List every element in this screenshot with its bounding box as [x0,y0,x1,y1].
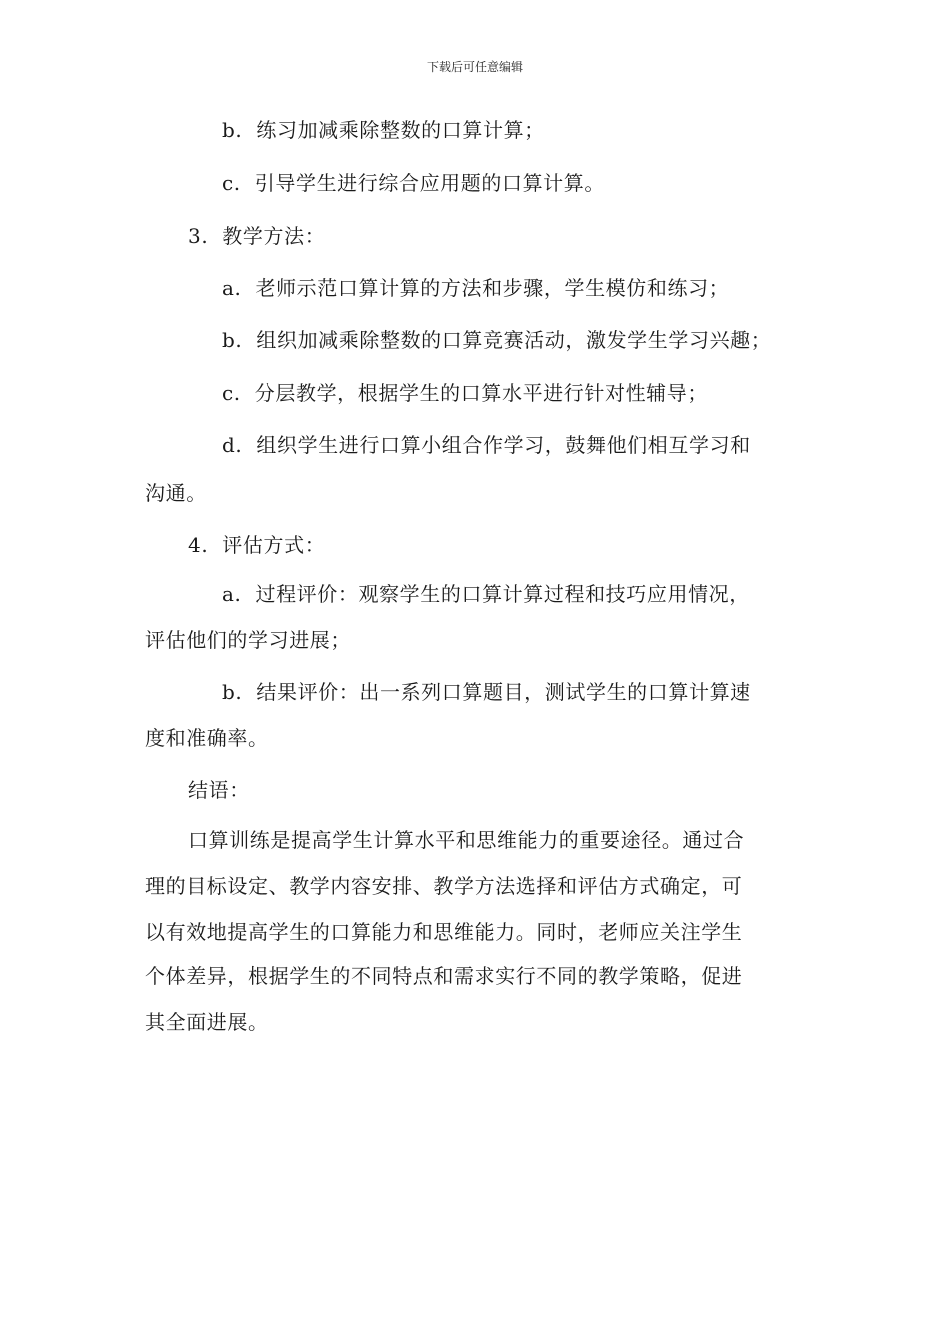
list-marker: c. [222,171,241,195]
list-item-a [222,580,750,608]
list-marker: a. [222,582,242,606]
list-marker: b. [222,680,243,704]
list-item-text: 结果评价：出一系列口算题目，测试学生的口算计算速 [256,680,751,704]
list-marker: d. [222,433,243,457]
paragraph-line [145,872,742,900]
paragraph-line [188,826,744,854]
continuation-text: 沟通。 [145,481,207,505]
list-item-continuation [145,626,351,654]
paragraph-line [145,962,742,990]
page-header: 下载后可任意编辑 [426,60,523,74]
list-item-text: 组织加减乘除整数的口算竞赛活动，激发学生学习兴趣； [256,328,772,352]
paragraph-text: 个体差异，根据学生的不同特点和需求实行不同的教学策略，促进 [145,964,743,988]
list-item-a [222,274,729,302]
section-number: 3. [188,224,209,248]
list-item-c [222,379,708,407]
paragraph-text: 其全面进展。 [145,1010,269,1034]
section-number: 4. [188,533,209,557]
list-item-b [222,116,545,144]
list-marker: c. [222,381,241,405]
continuation-text: 评估他们的学习进展； [145,628,351,652]
list-marker: b. [222,328,243,352]
list-item-text: 分层教学，根据学生的口算水平进行针对性辅导； [254,381,708,405]
list-item-text: 引导学生进行综合应用题的口算计算。 [254,171,605,195]
list-marker: b. [222,118,243,142]
paragraph-text: 口算训练是提高学生计算水平和思维能力的重要途径。通过合 [188,828,745,852]
paragraph-text: 理的目标设定、教学内容安排、教学方法选择和评估方式确定，可 [145,874,743,898]
list-item-b [222,678,751,706]
conclusion-heading [188,776,250,804]
section-heading-3 [188,222,325,250]
list-item-text: 老师示范口算计算的方法和步骤，学生模仿和练习； [255,276,730,300]
paragraph-text: 以有效地提高学生的口算能力和思维能力。同时，老师应关注学生 [145,920,743,944]
continuation-text: 度和准确率。 [145,726,269,750]
section-heading-4 [188,531,325,559]
section-heading-text: 评估方式： [222,533,326,557]
list-marker: a. [222,276,242,300]
list-item-text: 组织学生进行口算小组合作学习，鼓舞他们相互学习和 [256,433,751,457]
paragraph-line [145,918,742,946]
section-heading-text: 教学方法： [222,224,326,248]
conclusion-heading-text: 结语： [188,778,250,802]
list-item-c [222,169,605,197]
list-item-text: 过程评价：观察学生的口算计算过程和技巧应用情况， [255,582,750,606]
list-item-continuation [145,724,269,752]
list-item-text: 练习加减乘除整数的口算计算； [256,118,545,142]
list-item-continuation [145,479,207,507]
list-item-b [222,326,771,354]
paragraph-line [145,1008,269,1036]
list-item-d [222,431,751,459]
